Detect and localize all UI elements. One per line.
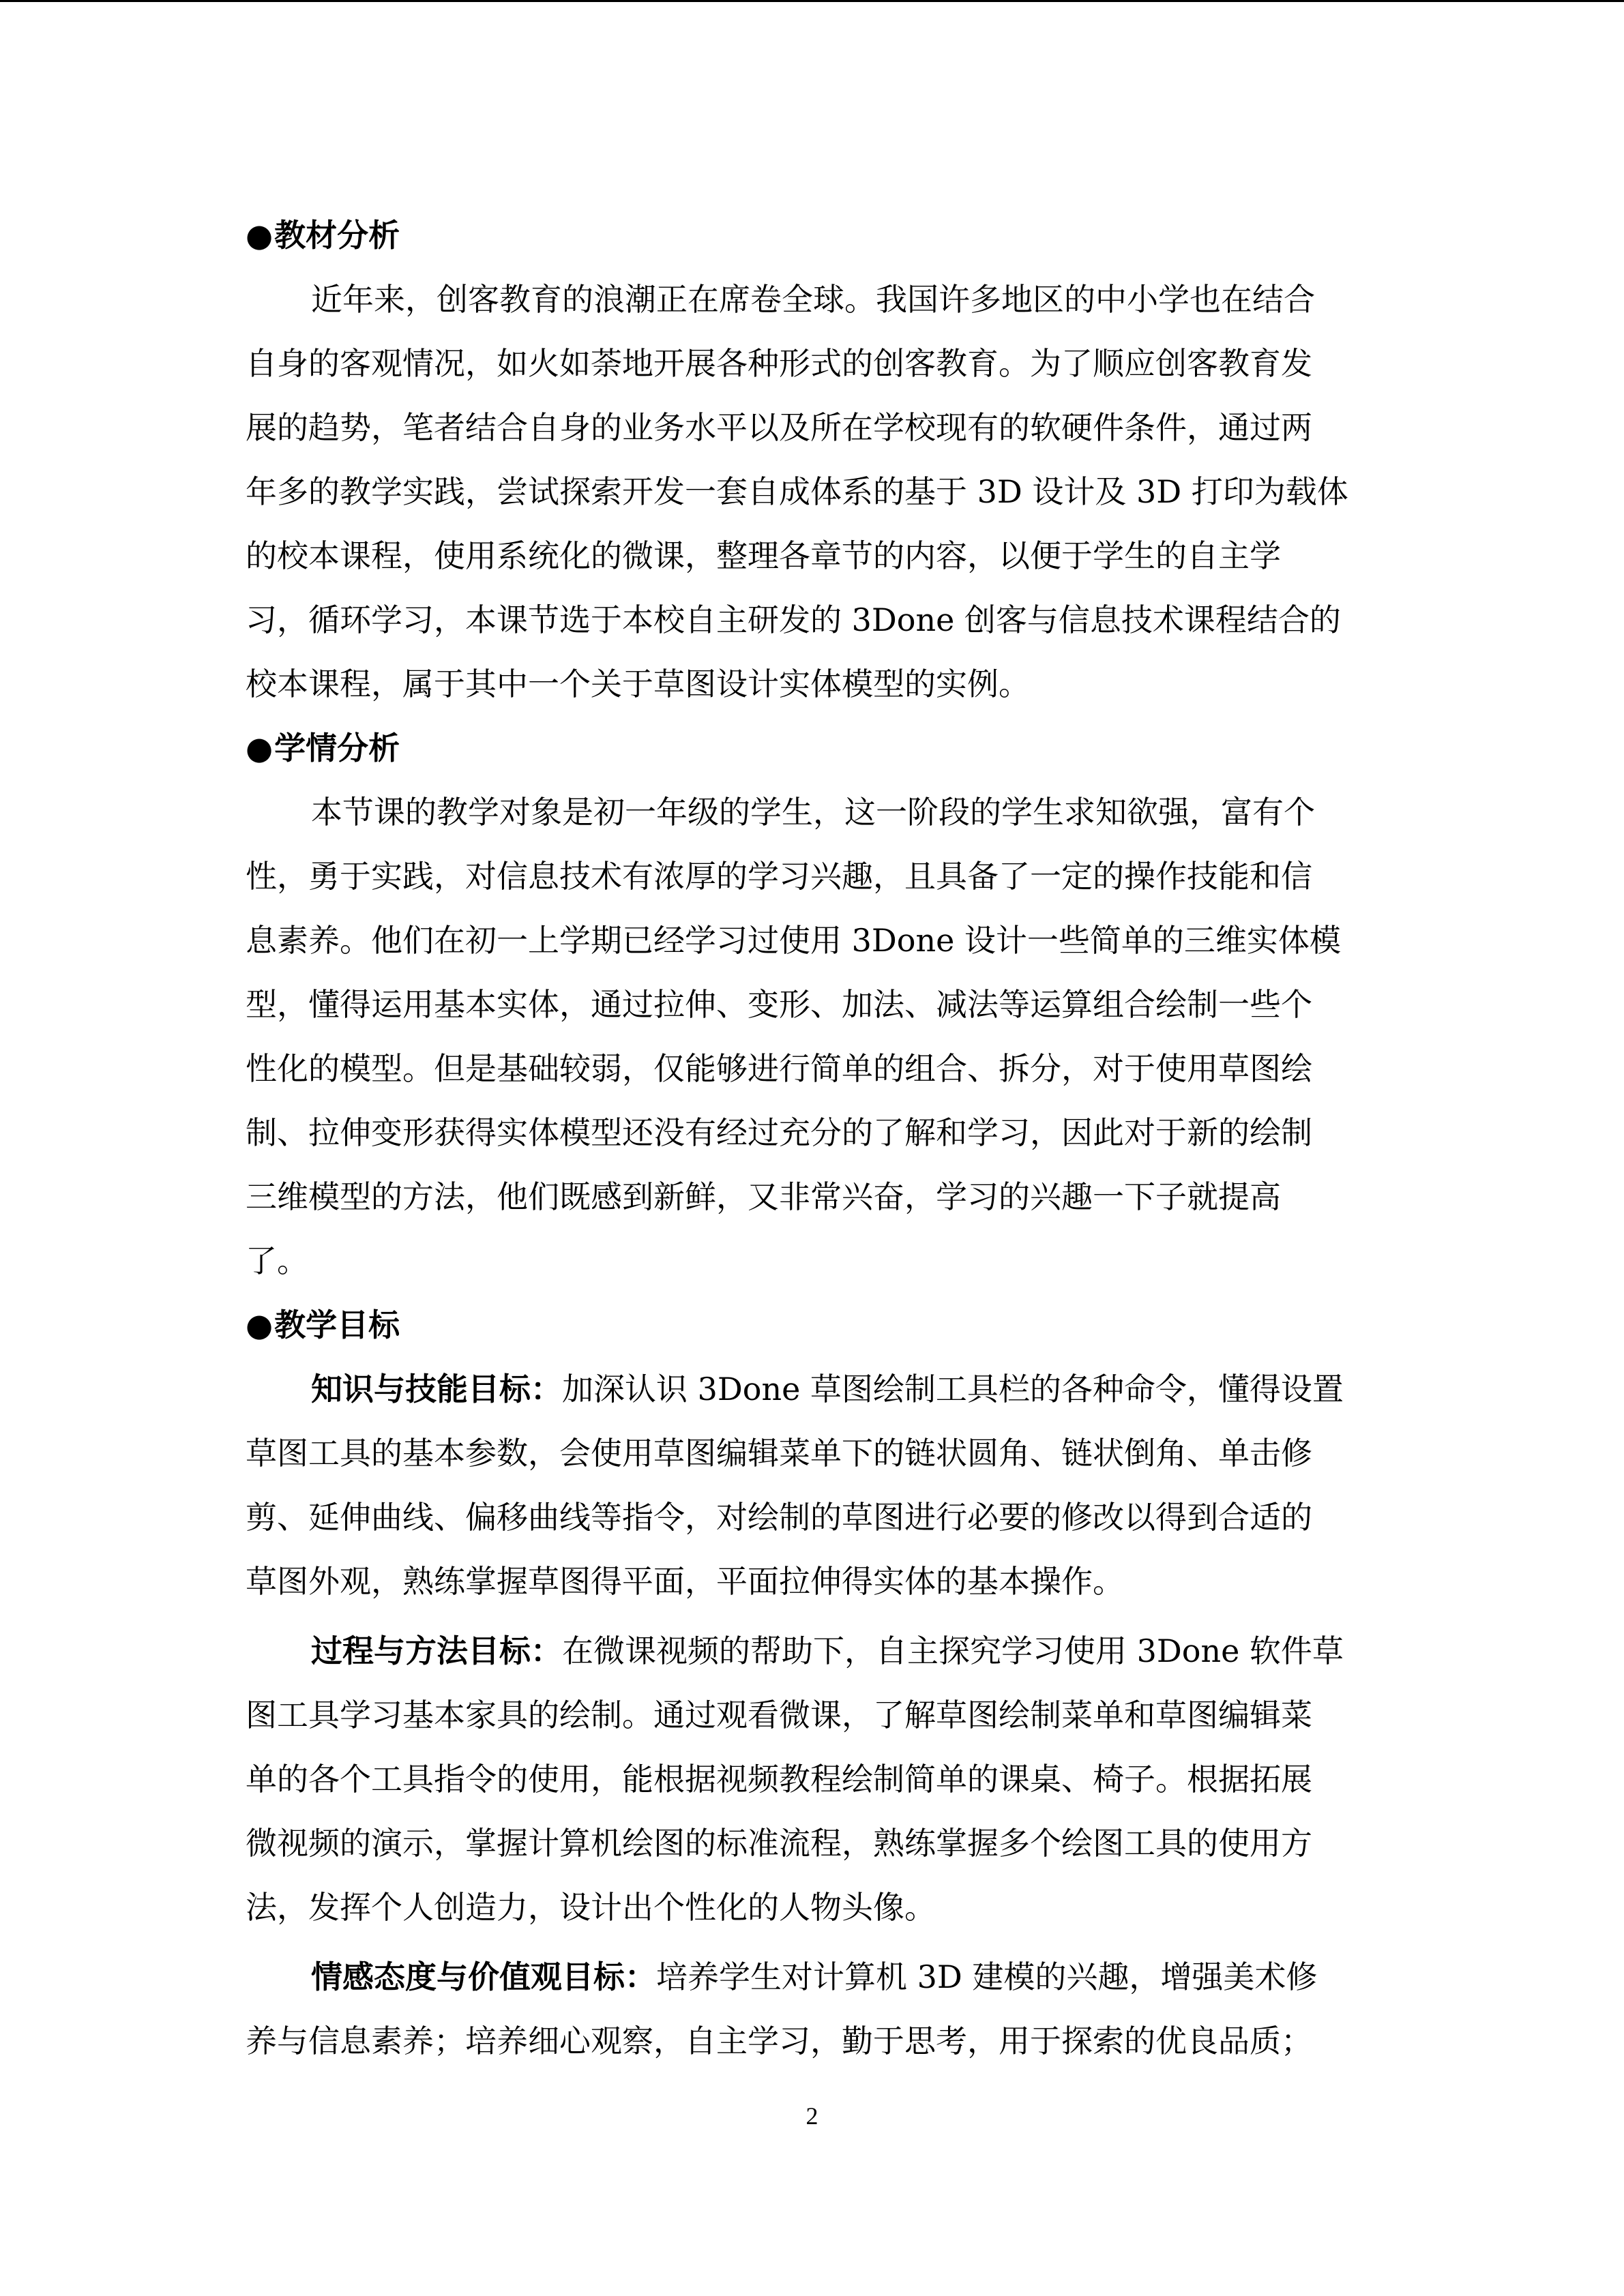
paragraph-line: 展的趋势，笔者结合自身的业务水平以及所在学校现有的软硬件条件，通过两 (246, 409, 1312, 446)
paragraph-line: 微视频的演示，掌握计算机绘图的标准流程，熟练掌握多个绘图工具的使用方 (246, 1825, 1312, 1862)
paragraph-line: 单的各个工具指令的使用，能根据视频教程绘制简单的课桌、椅子。根据拓展 (246, 1761, 1312, 1798)
paragraph-line: 自身的客观情况，如火如荼地开展各种形式的创客教育。为了顺应创客教育发 (246, 345, 1312, 382)
goal-label: 过程与方法目标： (311, 1632, 562, 1669)
paragraph-line: 校本课程，属于其中一个关于草图设计实体模型的实例。 (246, 666, 1030, 702)
paragraph-line: 近年来，创客教育的浪潮正在席卷全球。我国许多地区的中小学也在结合 (311, 281, 1315, 318)
paragraph-line: 法，发挥个人创造力，设计出个性化的人物头像。 (246, 1889, 936, 1926)
section-heading-textbook-analysis: ●教材分析 (246, 217, 400, 254)
goal-emotion-values-first-line: 情感态度与价值观目标：培养学生对计算机 3D 建模的兴趣，增强美术修 (311, 1958, 1318, 1995)
page-top-border (0, 0, 1624, 2)
goal-label: 情感态度与价值观目标： (311, 1958, 656, 1995)
paragraph-line: 型，懂得运用基本实体，通过拉伸、变形、加法、减法等运算组合绘制一些个 (246, 986, 1312, 1023)
paragraph-line: 草图外观，熟练掌握草图得平面，平面拉伸得实体的基本操作。 (246, 1563, 1124, 1600)
document-body (246, 203, 1378, 2073)
bullet-icon: ● (246, 217, 274, 254)
bullet-icon: ● (246, 1307, 274, 1343)
paragraph-line: 剪、延伸曲线、偏移曲线等指令，对绘制的草图进行必要的修改以得到合适的 (246, 1499, 1312, 1536)
paragraph-line: 制、拉伸变形获得实体模型还没有经过充分的了解和学习，因此对于新的绘制 (246, 1114, 1312, 1151)
paragraph-line: 草图工具的基本参数，会使用草图编辑菜单下的链状圆角、链状倒角、单击修 (246, 1435, 1312, 1472)
paragraph-line: 图工具学习基本家具的绘制。通过观看微课，了解草图绘制菜单和草图编辑菜 (246, 1697, 1312, 1733)
paragraph-line: 息素养。他们在初一上学期已经学习过使用 3Done 设计一些简单的三维实体模 (246, 922, 1341, 959)
section-heading-teaching-goals: ●教学目标 (246, 1307, 400, 1343)
paragraph-line: 本节课的教学对象是初一年级的学生，这一阶段的学生求知欲强，富有个 (311, 794, 1315, 831)
bullet-icon: ● (246, 730, 274, 766)
paragraph-spacing (246, 1613, 1378, 1619)
goal-process-method-first-line: 过程与方法目标：在微课视频的帮助下，自主探究学习使用 3Done 软件草 (311, 1632, 1344, 1669)
paragraph-spacing (246, 1939, 1378, 1945)
section-heading-student-analysis: ●学情分析 (246, 730, 400, 766)
paragraph-line: 习，循环学习，本课节选于本校自主研发的 3Done 创客与信息技术课程结合的 (246, 601, 1341, 638)
paragraph-line: 养与信息素养；培养细心观察，自主学习，勤于思考，用于探索的优良品质； (246, 2023, 1312, 2059)
paragraph-line: 性化的模型。但是基础较弱，仅能够进行简单的组合、拆分，对于使用草图绘 (246, 1050, 1312, 1087)
page-number: 2 (806, 2102, 818, 2130)
paragraph-line: 的校本课程，使用系统化的微课，整理各章节的内容，以便于学生的自主学 (246, 537, 1281, 574)
paragraph-line: 了。 (246, 1242, 308, 1279)
goal-knowledge-skills-first-line: 知识与技能目标：加深认识 3Done 草图绘制工具栏的各种命令，懂得设置 (311, 1371, 1344, 1407)
paragraph-line: 三维模型的方法，他们既感到新鲜，又非常兴奋，学习的兴趣一下子就提高 (246, 1178, 1281, 1215)
paragraph-line: 年多的教学实践，尝试探索开发一套自成体系的基于 3D 设计及 3D 打印为载体 (246, 473, 1348, 510)
goal-label: 知识与技能目标： (311, 1371, 562, 1407)
paragraph-line: 性，勇于实践，对信息技术有浓厚的学习兴趣，且具备了一定的操作技能和信 (246, 858, 1312, 895)
